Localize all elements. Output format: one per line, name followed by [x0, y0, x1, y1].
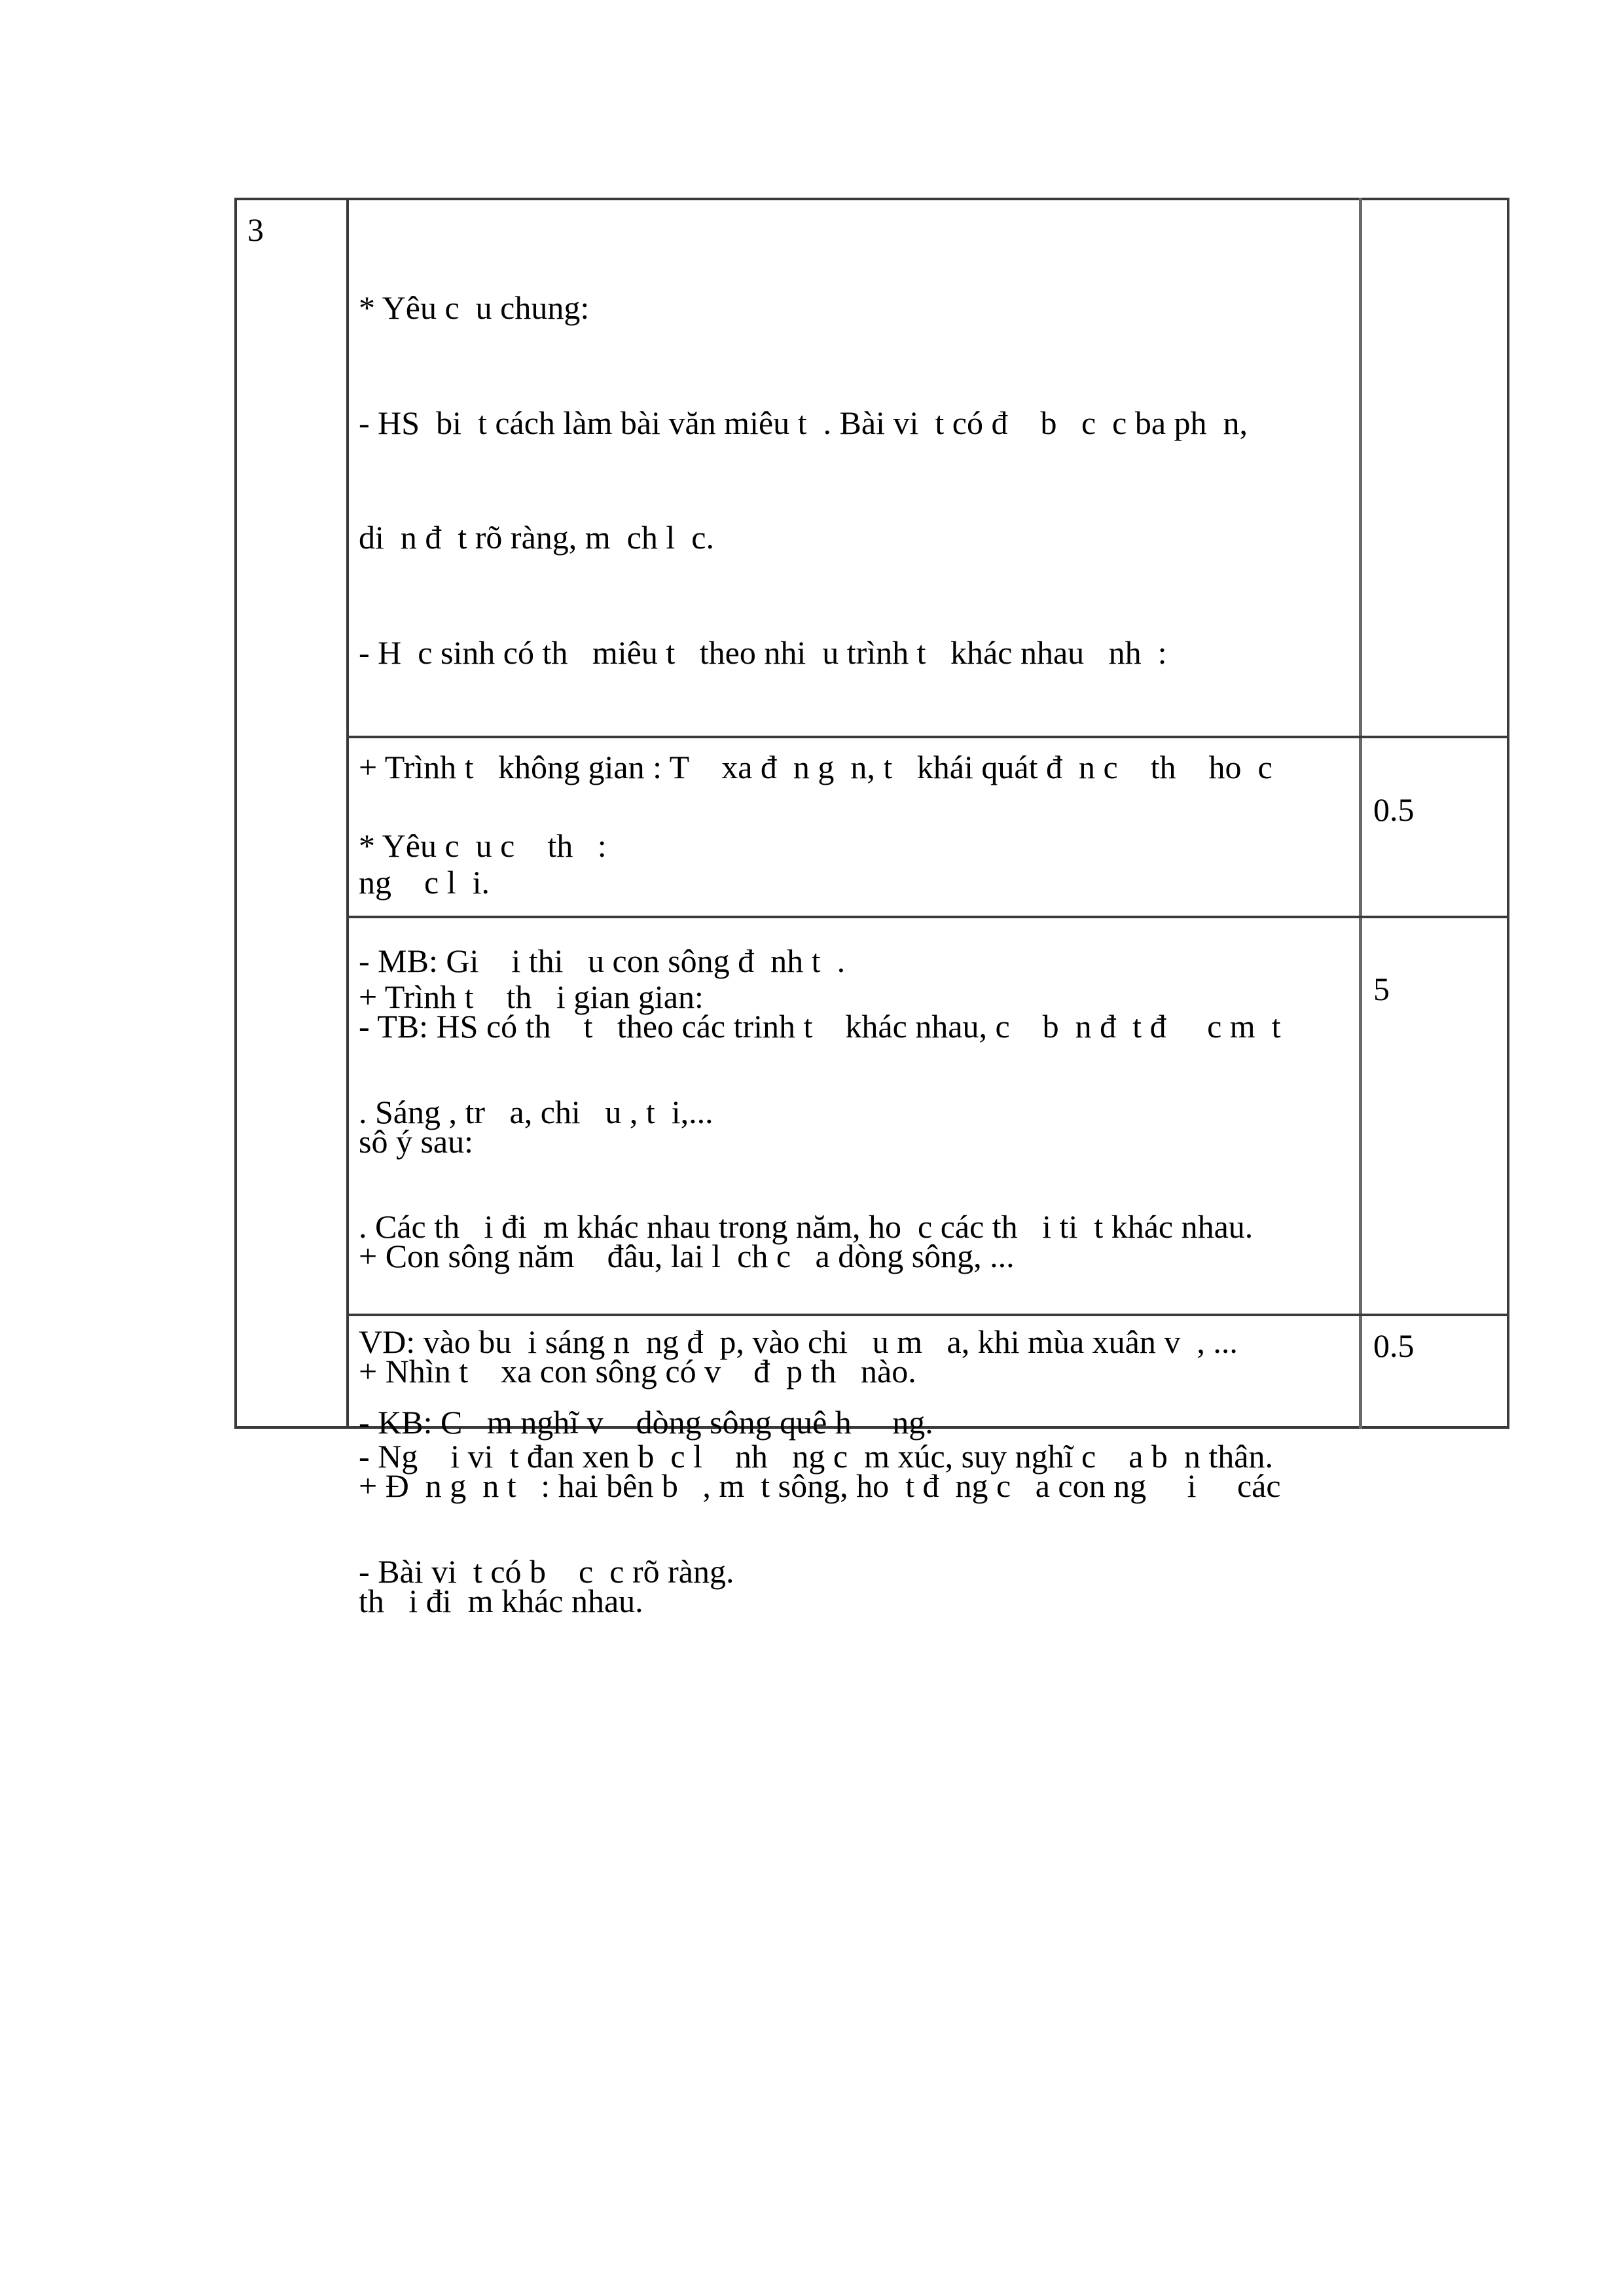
row-text-line: . Sáng , tr a, chi u , t i,...: [359, 1093, 713, 1130]
row-text-line: VD: vào bu i sáng n ng đ p, vào chi u m a, khi mùa xuân v , ...: [359, 1323, 1238, 1360]
score-value: 0.5: [1373, 1327, 1415, 1364]
row-text-line: - Bài vi t có b c c rõ ràng.: [359, 1552, 734, 1590]
row-text-line: ng c l i.: [359, 863, 490, 901]
row-text-line: + Nhìn t xa con sông có v đ p th nào.: [359, 1352, 916, 1390]
row-text-line: - HS bi t cách làm bài văn miêu t . Bài vi t có đ b c c ba ph n,: [359, 404, 1248, 441]
row-text-line: - TB: HS có th t theo các trinh t khác nhau, c b n đ t đ c m t: [359, 1008, 1281, 1045]
row-text-line: . Các th i đi m khác nhau trong năm, ho c các th i ti t khác nhau.: [359, 1208, 1254, 1245]
table-row-conclusion: [359, 1327, 1350, 1518]
row-text-line: - H c sinh có th miêu t theo nhi u trình t khác nhau nh :: [359, 634, 1167, 671]
row-text-line: + Trình t không gian : T xa đ n g n, t khái quát đ n c th ho c: [359, 749, 1272, 785]
table-row-body: [359, 931, 1350, 1696]
row-text-line: - KB: C m nghĩ v dòng sông quê h ng.: [359, 1404, 933, 1441]
row-text-line: * Yêu c u c th :: [359, 827, 607, 864]
table-column-divider: [346, 198, 349, 1429]
row-text-line: - MB: Gi i thi u con sông đ nh t .: [359, 942, 846, 979]
row-text-line: + Đ n g n t : hai bên b , m t sông, ho t đ ng c a con ng i các: [359, 1467, 1281, 1504]
score-value: 5: [1373, 971, 1390, 1007]
row-text-line: + Trình t th i gian gian:: [359, 978, 704, 1015]
row-text-line: - Ng i vi t đan xen b c l nh ng c m xúc, suy nghĩ c a b n thân.: [359, 1438, 1273, 1475]
question-number: 3: [247, 211, 264, 248]
row-text-line: th i đi m khác nhau.: [359, 1582, 643, 1619]
score-value: 0.5: [1373, 791, 1415, 828]
row-text-line: * Yêu c u chung:: [359, 289, 590, 326]
row-text-line: sô ý sau:: [359, 1122, 473, 1160]
row-text-line: + Con sông năm đâu, lai l ch c a dòng sông, ...: [359, 1238, 1015, 1274]
table-column-divider: [1359, 198, 1362, 1429]
row-text-line: di n đ t rõ ràng, m ch l c.: [359, 519, 714, 556]
